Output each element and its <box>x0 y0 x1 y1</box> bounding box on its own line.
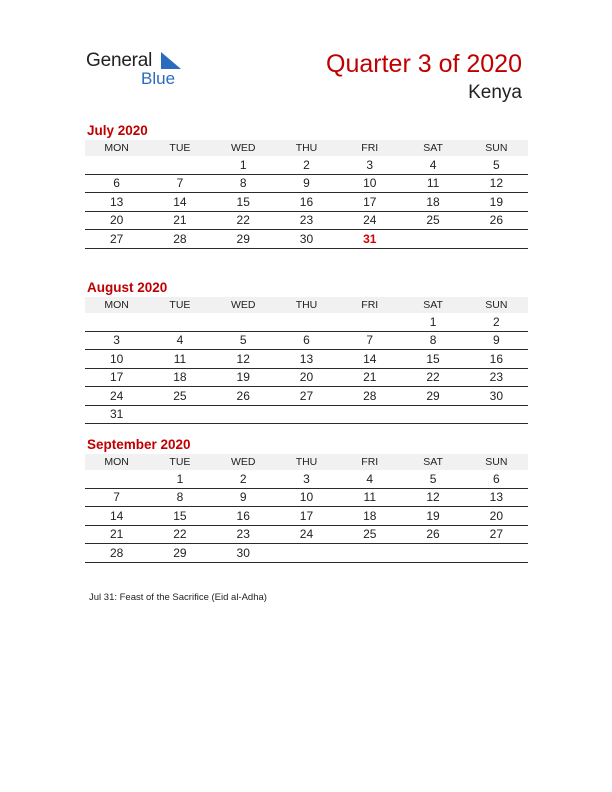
calendar-table <box>85 454 528 563</box>
weekday-header: MON <box>85 140 148 156</box>
weekday-header: SAT <box>401 454 464 470</box>
day-cell: 26 <box>212 387 275 406</box>
day-cell: 16 <box>212 507 275 526</box>
day-cell: 24 <box>338 211 401 230</box>
page-title: Quarter 3 of 2020 <box>326 50 522 78</box>
day-cell: 3 <box>85 331 148 350</box>
day-cell: 10 <box>338 174 401 193</box>
day-cell: 8 <box>148 488 211 507</box>
day-cell: 24 <box>275 525 338 544</box>
day-cell: 2 <box>465 313 528 331</box>
day-cell: 11 <box>148 350 211 369</box>
day-cell: 25 <box>148 387 211 406</box>
day-cell: 9 <box>465 331 528 350</box>
day-cell: 20 <box>275 368 338 387</box>
day-cell: 24 <box>85 387 148 406</box>
generalblue-logo <box>86 50 196 90</box>
calendar-table <box>85 140 528 249</box>
empty-day-cell <box>275 313 338 331</box>
holiday-notes: Jul 31: Feast of the Sacrifice (Eid al-Adha) <box>89 592 267 603</box>
day-cell: 4 <box>338 470 401 488</box>
day-cell: 26 <box>401 525 464 544</box>
day-cell: 4 <box>401 156 464 174</box>
empty-day-cell <box>148 313 211 331</box>
day-cell: 13 <box>85 193 148 212</box>
day-cell: 2 <box>212 470 275 488</box>
day-cell: 22 <box>148 525 211 544</box>
weekday-header: SUN <box>465 140 528 156</box>
day-cell: 25 <box>338 525 401 544</box>
day-cell: 10 <box>275 488 338 507</box>
weekday-header-row <box>85 454 528 470</box>
day-cell: 20 <box>85 211 148 230</box>
month-title: August 2020 <box>87 280 168 295</box>
week-row <box>85 230 528 249</box>
empty-day-cell <box>401 405 464 424</box>
day-cell: 3 <box>275 470 338 488</box>
weekday-header: THU <box>275 140 338 156</box>
day-cell: 7 <box>85 488 148 507</box>
day-cell: 21 <box>85 525 148 544</box>
weekday-header: SUN <box>465 297 528 313</box>
day-cell: 29 <box>401 387 464 406</box>
weekday-header: SAT <box>401 297 464 313</box>
weekday-header: SAT <box>401 140 464 156</box>
day-cell: 30 <box>275 230 338 249</box>
day-cell: 23 <box>212 525 275 544</box>
day-cell: 19 <box>212 368 275 387</box>
day-cell: 14 <box>338 350 401 369</box>
day-cell: 12 <box>465 174 528 193</box>
weekday-header: FRI <box>338 297 401 313</box>
day-cell: 12 <box>212 350 275 369</box>
empty-day-cell <box>275 544 338 563</box>
day-cell: 22 <box>212 211 275 230</box>
day-cell: 11 <box>338 488 401 507</box>
empty-day-cell <box>85 313 148 331</box>
day-cell: 4 <box>148 331 211 350</box>
day-cell: 31 <box>338 230 401 249</box>
day-cell: 30 <box>465 387 528 406</box>
week-row <box>85 405 528 424</box>
day-cell: 9 <box>275 174 338 193</box>
day-cell: 6 <box>85 174 148 193</box>
weekday-header: TUE <box>148 140 211 156</box>
day-cell: 17 <box>338 193 401 212</box>
logo-word-general: General <box>86 50 153 71</box>
empty-day-cell <box>275 405 338 424</box>
weekday-header: THU <box>275 454 338 470</box>
week-row <box>85 387 528 406</box>
day-cell: 15 <box>212 193 275 212</box>
day-cell: 2 <box>275 156 338 174</box>
empty-day-cell <box>465 405 528 424</box>
day-cell: 10 <box>85 350 148 369</box>
empty-day-cell <box>85 156 148 174</box>
empty-day-cell <box>338 405 401 424</box>
week-row <box>85 488 528 507</box>
week-row <box>85 470 528 488</box>
day-cell: 3 <box>338 156 401 174</box>
empty-day-cell <box>148 405 211 424</box>
week-row <box>85 331 528 350</box>
month-july <box>85 122 528 249</box>
day-cell: 16 <box>465 350 528 369</box>
day-cell: 14 <box>85 507 148 526</box>
day-cell: 23 <box>275 211 338 230</box>
empty-day-cell <box>212 313 275 331</box>
day-cell: 11 <box>401 174 464 193</box>
day-cell: 27 <box>275 387 338 406</box>
day-cell: 17 <box>85 368 148 387</box>
day-cell: 5 <box>212 331 275 350</box>
day-cell: 1 <box>401 313 464 331</box>
week-row <box>85 211 528 230</box>
day-cell: 13 <box>465 488 528 507</box>
weekday-header: THU <box>275 297 338 313</box>
weekday-header: WED <box>212 454 275 470</box>
weekday-header: WED <box>212 140 275 156</box>
weekday-header-row <box>85 297 528 313</box>
day-cell: 9 <box>212 488 275 507</box>
empty-day-cell <box>148 156 211 174</box>
day-cell: 8 <box>401 331 464 350</box>
month-august <box>85 279 528 424</box>
empty-day-cell <box>338 313 401 331</box>
day-cell: 26 <box>465 211 528 230</box>
empty-day-cell <box>212 405 275 424</box>
day-cell: 1 <box>148 470 211 488</box>
weekday-header: FRI <box>338 140 401 156</box>
week-row <box>85 368 528 387</box>
day-cell: 21 <box>148 211 211 230</box>
day-cell: 18 <box>338 507 401 526</box>
day-cell: 5 <box>465 156 528 174</box>
day-cell: 27 <box>85 230 148 249</box>
day-cell: 21 <box>338 368 401 387</box>
day-cell: 15 <box>148 507 211 526</box>
day-cell: 30 <box>212 544 275 563</box>
day-cell: 15 <box>401 350 464 369</box>
day-cell: 27 <box>465 525 528 544</box>
logo-triangle-icon <box>161 52 181 69</box>
country-name: Kenya <box>468 82 522 103</box>
day-cell: 1 <box>212 156 275 174</box>
day-cell: 29 <box>148 544 211 563</box>
empty-day-cell <box>401 544 464 563</box>
week-row <box>85 313 528 331</box>
day-cell: 23 <box>465 368 528 387</box>
weekday-header: FRI <box>338 454 401 470</box>
day-cell: 28 <box>148 230 211 249</box>
month-title: July 2020 <box>87 123 148 138</box>
week-row <box>85 193 528 212</box>
week-row <box>85 544 528 563</box>
weekday-header: TUE <box>148 297 211 313</box>
day-cell: 18 <box>148 368 211 387</box>
month-september <box>85 436 528 563</box>
week-row <box>85 174 528 193</box>
day-cell: 5 <box>401 470 464 488</box>
weekday-header: MON <box>85 454 148 470</box>
week-row <box>85 156 528 174</box>
day-cell: 7 <box>148 174 211 193</box>
day-cell: 6 <box>465 470 528 488</box>
day-cell: 8 <box>212 174 275 193</box>
day-cell: 7 <box>338 331 401 350</box>
day-cell: 18 <box>401 193 464 212</box>
week-row <box>85 507 528 526</box>
weekday-header: WED <box>212 297 275 313</box>
day-cell: 22 <box>401 368 464 387</box>
empty-day-cell <box>338 544 401 563</box>
day-cell: 19 <box>401 507 464 526</box>
logo-word-blue: Blue <box>141 69 176 88</box>
day-cell: 12 <box>401 488 464 507</box>
day-cell: 29 <box>212 230 275 249</box>
weekday-header: SUN <box>465 454 528 470</box>
day-cell: 25 <box>401 211 464 230</box>
weekday-header: MON <box>85 297 148 313</box>
weekday-header: TUE <box>148 454 211 470</box>
week-row <box>85 525 528 544</box>
calendar-table <box>85 297 528 424</box>
empty-day-cell <box>465 230 528 249</box>
day-cell: 20 <box>465 507 528 526</box>
day-cell: 19 <box>465 193 528 212</box>
month-title: September 2020 <box>87 437 191 452</box>
day-cell: 28 <box>338 387 401 406</box>
day-cell: 14 <box>148 193 211 212</box>
day-cell: 13 <box>275 350 338 369</box>
week-row <box>85 350 528 369</box>
empty-day-cell <box>401 230 464 249</box>
day-cell: 16 <box>275 193 338 212</box>
weekday-header-row <box>85 140 528 156</box>
day-cell: 31 <box>85 405 148 424</box>
day-cell: 28 <box>85 544 148 563</box>
day-cell: 17 <box>275 507 338 526</box>
day-cell: 6 <box>275 331 338 350</box>
empty-day-cell <box>465 544 528 563</box>
empty-day-cell <box>85 470 148 488</box>
